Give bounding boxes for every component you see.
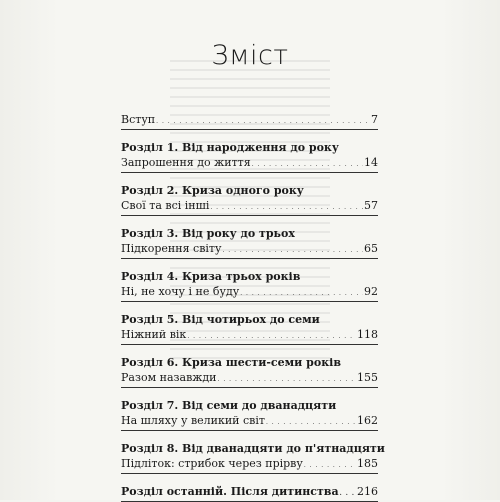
toc-entry-chapter-2[interactable] xyxy=(121,183,378,216)
chapter-heading: Розділ 8. Від дванадцяти до п'ятнадцяти xyxy=(121,442,385,455)
chapter-heading: Розділ 2. Криза одного року xyxy=(121,184,304,197)
chapter-subtitle: Підкорення світу xyxy=(121,242,222,255)
dot-leader xyxy=(240,284,363,301)
dot-leader xyxy=(304,456,356,473)
dot-leader xyxy=(266,413,356,430)
toc-entry-chapter-1[interactable] xyxy=(121,140,378,173)
toc-entry-chapter-7[interactable] xyxy=(121,398,378,431)
toc-page-number: 14 xyxy=(364,156,378,169)
toc-entry-chapter-6[interactable] xyxy=(121,355,378,388)
toc-entry-chapter-4[interactable] xyxy=(121,269,378,302)
chapter-heading: Розділ 4. Криза трьох років xyxy=(121,270,301,283)
dot-leader xyxy=(222,241,363,258)
toc-entry-intro[interactable] xyxy=(121,112,378,130)
toc-entry-last-chapter[interactable] xyxy=(121,484,378,502)
toc-page-number: 216 xyxy=(357,485,378,498)
chapter-heading: Розділ 5. Від чотирьох до семи xyxy=(121,313,320,326)
chapter-heading: Розділ 3. Від року до трьох xyxy=(121,227,295,240)
toc-entry-chapter-5[interactable] xyxy=(121,312,378,345)
dot-leader xyxy=(187,327,356,344)
toc-page-number: 155 xyxy=(357,371,378,384)
toc-page-number: 185 xyxy=(357,457,378,470)
toc-entry-label: Вступ xyxy=(121,113,156,126)
chapter-subtitle: Запрошення до життя xyxy=(121,156,251,169)
chapter-subtitle: Разом назавжди xyxy=(121,371,217,384)
chapter-heading: Розділ 6. Криза шести-семи років xyxy=(121,356,341,369)
toc-page-number: 162 xyxy=(357,414,378,427)
dot-leader xyxy=(156,112,370,129)
table-of-contents xyxy=(121,112,385,502)
toc-entry-chapter-3[interactable] xyxy=(121,226,378,259)
dot-leader xyxy=(218,370,357,387)
chapter-heading: Розділ 7. Від семи до дванадцяти xyxy=(121,399,337,412)
page-title: Зміст xyxy=(211,40,289,71)
chapter-subtitle: Свої та всі інші xyxy=(121,199,210,212)
chapter-subtitle: Ні, не хочу і не буду xyxy=(121,285,240,298)
chapter-subtitle: Підліток: стрибок через прірву xyxy=(121,457,303,470)
dot-leader xyxy=(252,155,363,172)
toc-page-number: 92 xyxy=(364,285,378,298)
toc-page-number: 57 xyxy=(364,199,378,212)
toc-entry-label: Розділ останній. Після дитинства xyxy=(121,485,339,498)
dot-leader xyxy=(340,484,356,501)
toc-entry-chapter-8[interactable] xyxy=(121,441,385,474)
chapter-heading: Розділ 1. Від народження до року xyxy=(121,141,339,154)
chapter-subtitle: На шляху у великий світ xyxy=(121,414,265,427)
toc-page-number: 65 xyxy=(364,242,378,255)
toc-page-number: 7 xyxy=(371,113,378,126)
chapter-subtitle: Ніжний вік xyxy=(121,328,187,341)
toc-page-number: 118 xyxy=(357,328,378,341)
dot-leader xyxy=(210,198,363,215)
